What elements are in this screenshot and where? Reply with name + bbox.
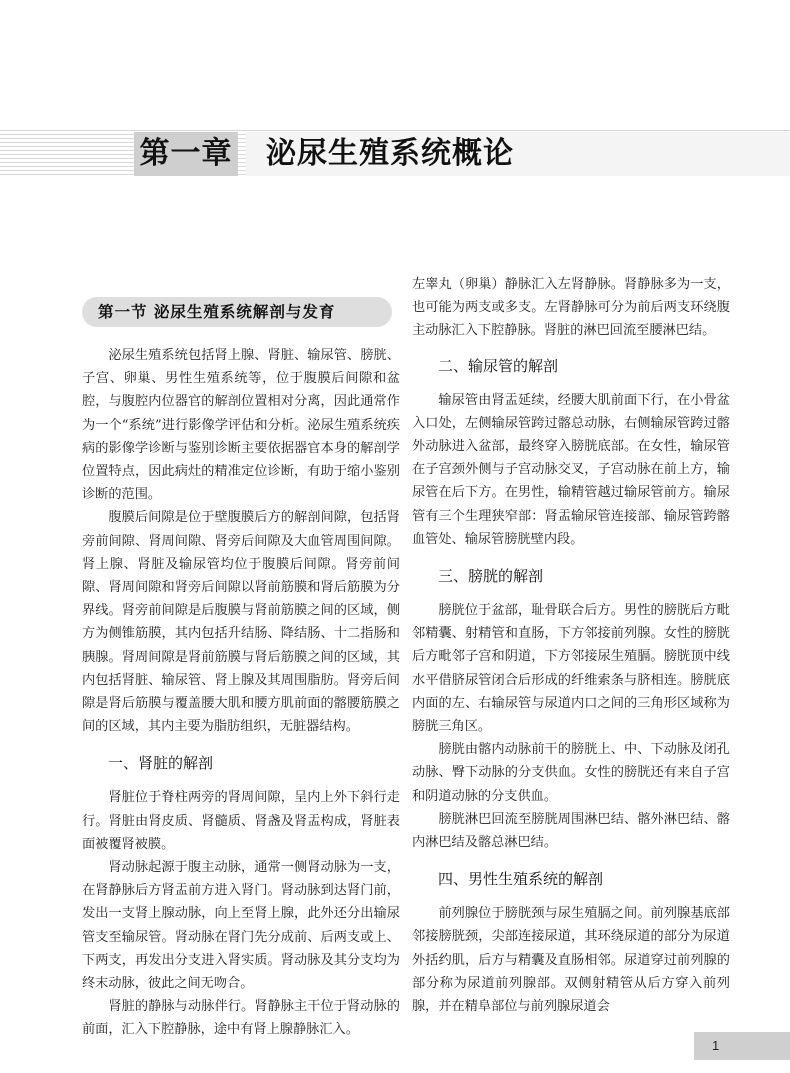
paragraph: 肾脏位于脊柱两旁的肾周间隙，呈内上外下斜行走行。肾脏由肾皮质、肾髓质、肾盏及肾盂构成，肾脏表面被覆肾被膜。 xyxy=(82,790,400,852)
left-column xyxy=(82,344,400,1042)
paragraph: 输尿管由肾盂延续，经腰大肌前面下行，在小骨盆入口处，左侧输尿管跨过髂总动脉，右侧输尿管跨过髂外动脉进入盆部，最终穿入膀胱底部。在女性，输尿管在子宫颈外侧与子宫动脉交叉，子宫动脉在前上方，输尿管在后下方。在男性，输精管越过输尿管前方。输尿管有三个生理狭窄部：肾盂输尿管连接部、输尿管跨髂血管处、输尿管膀胱壁内段。 xyxy=(412,392,730,547)
subsection-heading: 一、肾脏的解剖 xyxy=(108,754,214,773)
paragraph: 膀胱淋巴回流至膀胱周围淋巴结、髂外淋巴结、髂内淋巴结及髂总淋巴结。 xyxy=(412,811,730,851)
paragraph-continued: 左睾丸（卵巢）静脉汇入左肾静脉。肾静脉多为一支，也可能为两支或多支。左肾静脉可分为前后两支环绕腹主动脉汇入下腔静脉。肾脏的淋巴回流至腰淋巴结。 xyxy=(412,277,730,339)
page-number: 1 xyxy=(694,1032,790,1060)
right-column xyxy=(412,273,730,1018)
paragraph: 膀胱由髂内动脉前干的膀胱上、中、下动脉及闭孔动脉、臀下动脉的分支供血。女性的膀胱还有来自子宫和阴道动脉的分支供血。 xyxy=(412,742,730,804)
paragraph: 膀胱位于盆部，耻骨联合后方。男性的膀胱后方毗邻精囊、射精管和直肠，下方邻接前列腺。女性的膀胱后方毗邻子宫和阴道，下方邻接尿生殖膈。膀胱顶中线水平借脐尿管闭合后形成的纤维索条与脐相连。膀胱底内面的左、右输尿管与尿道内口之间的三角形区域称为膀胱三角区。 xyxy=(412,603,730,735)
paragraph: 肾动脉起源于腹主动脉，通常一侧肾动脉为一支，在肾静脉后方肾盂前方进入肾门。肾动脉到达肾门前，发出一支肾上腺动脉，向上至肾上腺，此外还分出输尿管支至输尿管。肾动脉在肾门先分成前、后两支或上、下两支，再发出分支进入肾实质。肾动脉及其分支均为终末动脉，彼此之间无吻合。 xyxy=(82,860,400,992)
chapter-number: 第一章 xyxy=(134,132,238,176)
paragraph: 肾脏的静脉与动脉伴行。肾静脉主干位于肾动脉的前面，汇入下腔静脉，途中有肾上腺静脉汇入。 xyxy=(82,999,400,1038)
subsection-heading: 二、输尿管的解剖 xyxy=(438,356,559,375)
subsection-heading: 四、男性生殖系统的解剖 xyxy=(438,870,604,889)
paragraph: 前列腺位于膀胱颈与尿生殖膈之间。前列腺基底部邻接膀胱颈，尖部连接尿道，其环绕尿道的部分为尿道外括约肌，后方与精囊及直肠相邻。尿道穿过前列腺的部分称为尿道前列腺部。双侧射精管从后方穿入前列腺，并在精阜部位与前列腺尿道会 xyxy=(412,906,730,1015)
paragraph: 腹膜后间隙是位于壁腹膜后方的解剖间隙，包括肾旁前间隙、肾周间隙、肾旁后间隙及大血管周围间隙。肾上腺、肾脏及输尿管均位于腹膜后间隙。肾旁前间隙、肾周间隙和肾旁后间隙以肾前筋膜和肾后筋膜为分界线。肾旁前间隙是后腹膜与肾前筋膜之间的区域，侧方为侧锥筋膜，其内包括升结肠、降结肠、十二指肠和胰腺。肾周间隙是肾前筋膜与肾后筋膜之间的区域，其内包括肾脏、输尿管、肾上腺及其周围脂肪。肾旁后间隙是肾后筋膜与覆盖腰大肌和腰方肌前面的髂腰筋膜之间的区域，其内主要为脂肪组织，无脏器结构。 xyxy=(82,510,400,735)
section-title: 第一节 泌尿生殖系统解剖与发育 xyxy=(82,297,392,327)
paragraph: 泌尿生殖系统包括肾上腺、肾脏、输尿管、膀胱、子宫、卵巢、男性生殖系统等，位于腹膜后间隙和盆腔，与腹腔内位器官的解剖位置相对分离，因此通常作为一个“系统”进行影像学评估和分析。泌尿生殖系统疾病的影像学诊断与鉴别诊断主要依据器官本身的解剖学位置特点，因此病灶的精准定位诊断，有助于缩小鉴别诊断的范围。 xyxy=(82,348,400,503)
chapter-banner xyxy=(0,130,790,178)
subsection-heading: 三、膀胱的解剖 xyxy=(438,567,544,586)
chapter-title: 泌尿生殖系统概论 xyxy=(246,132,790,176)
